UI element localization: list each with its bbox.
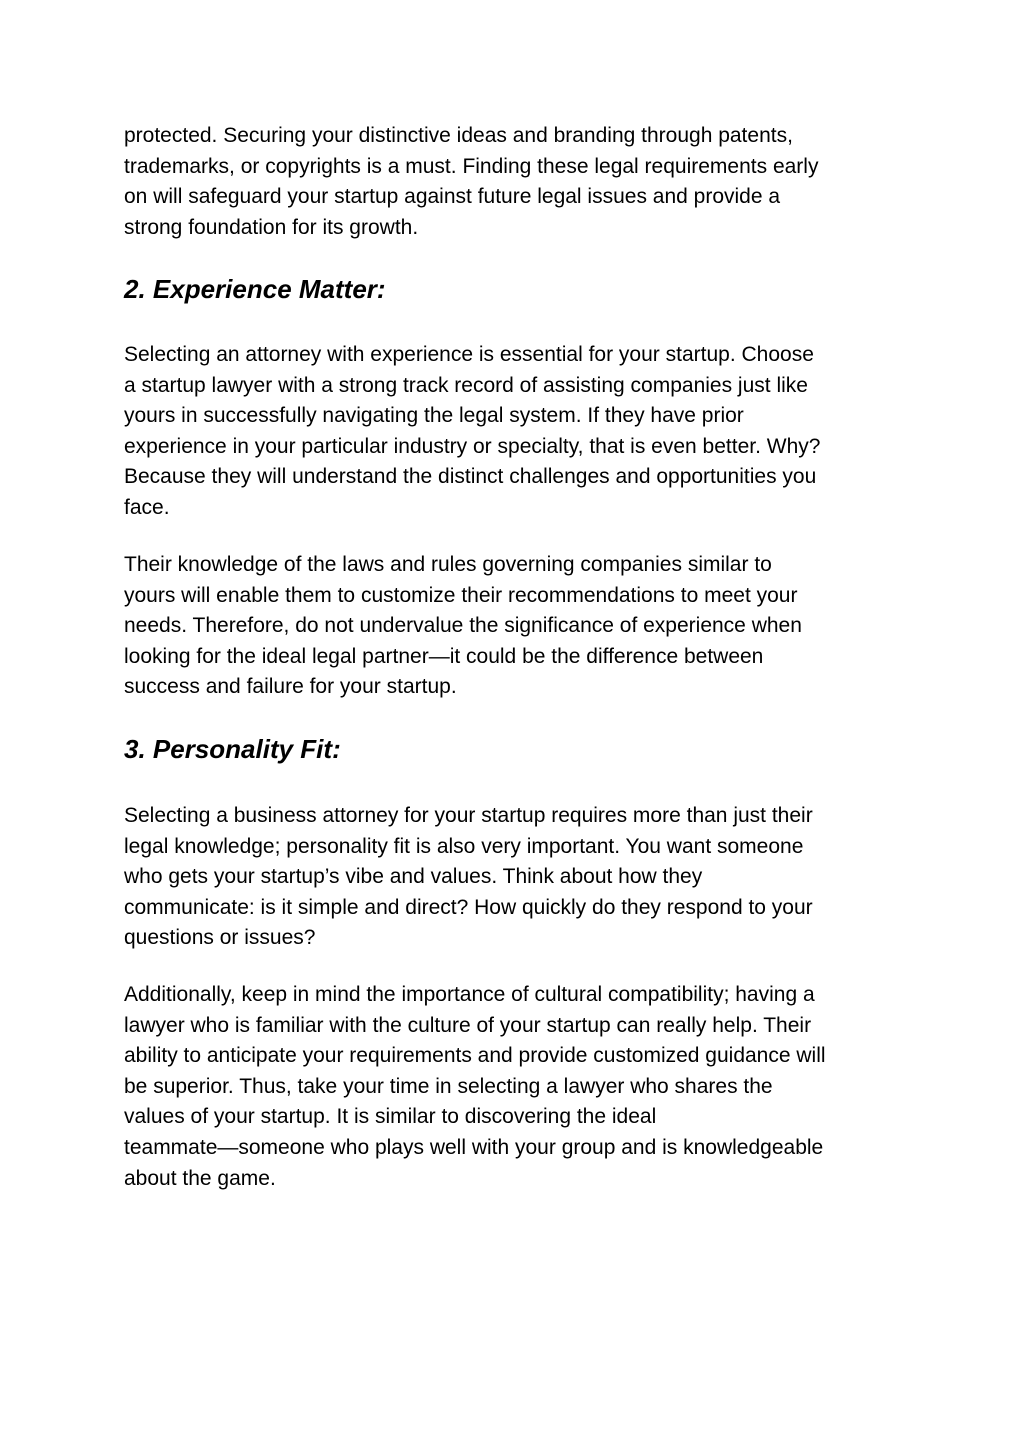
experience-paragraph-2: Their knowledge of the laws and rules governing companies similar to yours will enable them to customize their recommendations to meet your needs. Therefore, do not undervalue the significance of experience when looking for the ideal legal partner—it could be the difference between success and failure for your startup. bbox=[124, 553, 802, 699]
personality-paragraph-2: Additionally, keep in mind the importance of cultural compatibility; having a lawyer who is familiar with the culture of your startup can really help. Their ability to anticipate your requirements and provide customized guidance will be superior. Thus, take your time in selecting a lawyer who shares the values of your startup. It is similar to discovering the ideal teammate—someone who plays well with your group and is knowledgeable about the game. bbox=[124, 983, 826, 1190]
section-heading-personality: 3. Personality Fit: bbox=[124, 734, 341, 764]
intro-paragraph: protected. Securing your distinctive ideas and branding through patents, trademarks, or copyrights is a must. Finding these legal requirements early on will safeguard your startup against future legal issues and provide a strong foundation for its growth. bbox=[124, 124, 819, 239]
experience-paragraph-1: Selecting an attorney with experience is essential for your startup. Choose a startup lawyer with a strong track record of assisting companies just like yours in successfully navigating the legal system. If they have prior experience in your particular industry or specialty, that is even better. Why? Because they will understand the distinct challenges and opportunities you face. bbox=[124, 343, 821, 519]
personality-paragraph-1: Selecting a business attorney for your startup requires more than just their legal knowledge; personality fit is also very important. You want someone who gets your startup’s vibe and values. Think about how they communicate: is it simple and direct? How quickly do they respond to your questions or issues? bbox=[124, 804, 813, 950]
section-heading-experience: 2. Experience Matter: bbox=[124, 274, 386, 304]
